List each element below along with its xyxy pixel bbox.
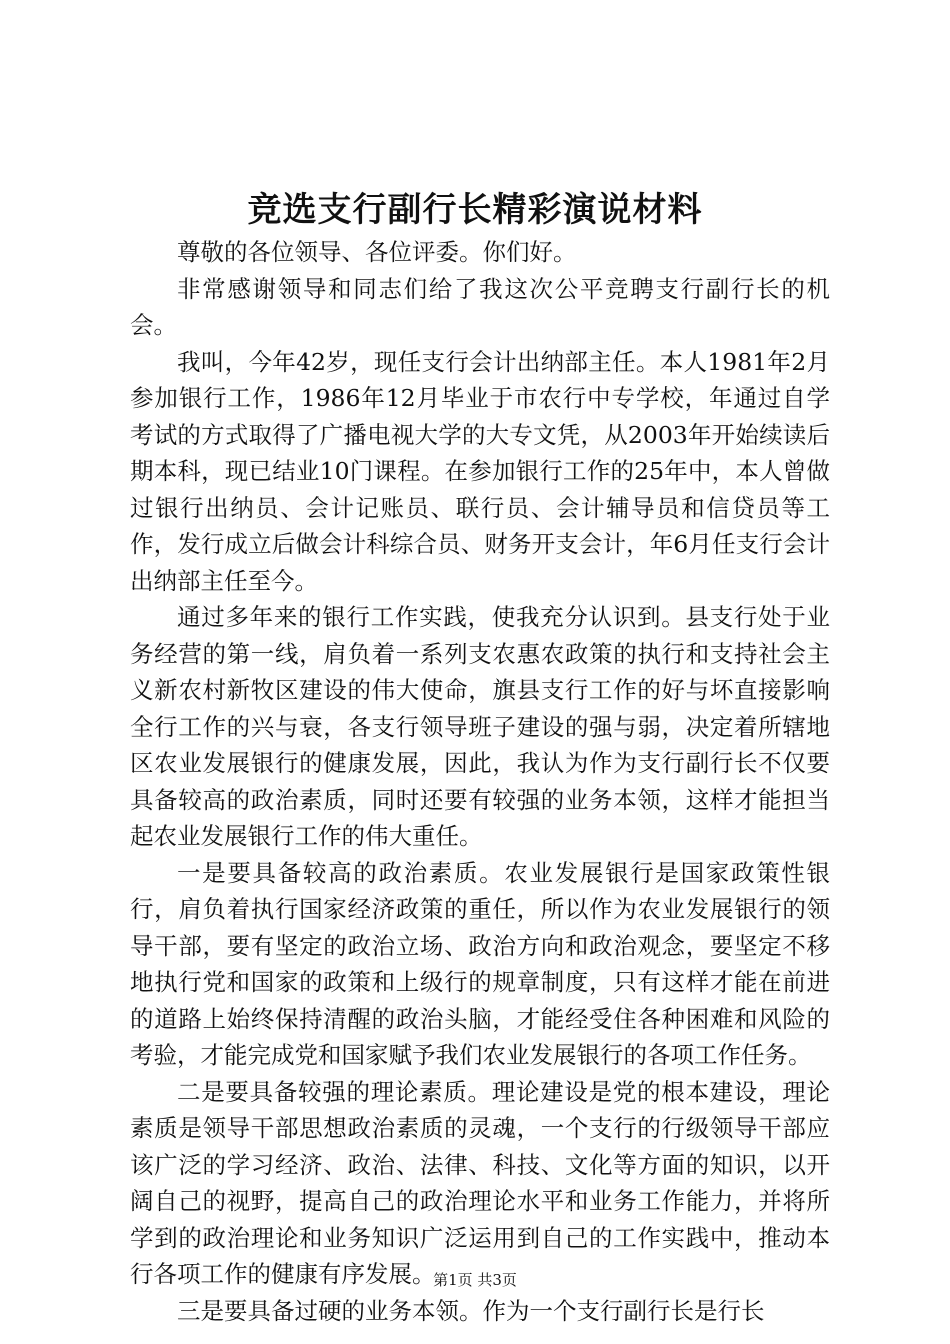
document-title: 竞选支行副行长精彩演说材料 bbox=[247, 190, 703, 230]
document-body bbox=[130, 234, 830, 1329]
paragraph-self-intro: 我叫，今年42岁，现任支行会计出纳部主任。本人1981年2月参加银行工作，1986年12月毕业于市农行中专学校，年通过自学考试的方式取得了广播电视大学的大专文凭，从2003年开始续读后期本科，现已结业10门课程。在参加银行工作的25年中，本人曾做过银行出纳员、会计记账员、联行员、会计辅导员和信贷员等工作，发行成立后做会计科综合员、财务开支会计，年6月任支行会计出纳部主任至今。 bbox=[130, 347, 830, 595]
paragraph-thanks: 非常感谢领导和同志们给了我这次公平竞聘支行副行长的机会。 bbox=[130, 274, 830, 339]
paragraph-greeting: 尊敬的各位领导、各位评委。你们好。 bbox=[177, 238, 577, 266]
paragraph-understanding: 通过多年来的银行工作实践，使我充分认识到。县支行处于业务经营的第一线，肩负着一系列支农惠农政策的执行和支持社会主义新农村新牧区建设的伟大使命，旗县支行工作的好与坏直接影响全行工作的兴与衰，各支行领导班子建设的强与弱，决定着所辖地区农业发展银行的健康发展，因此，我认为作为支行副行长不仅要具备较高的政治素质，同时还要有较强的业务本领，这样才能担当起农业发展银行工作的伟大重任。 bbox=[130, 603, 830, 850]
paragraph-theory-quality: 二是要具备较强的理论素质。理论建设是党的根本建设，理论素质是领导干部思想政治素质的灵魂，一个支行的行级领导干部应该广泛的学习经济、政治、法律、科技、文化等方面的知识，以开阔自己的视野，提高自己的政治理论水平和业务工作能力，并将所学到的政治理论和业务知识广泛运用到自己的工作实践中，推动本行各项工作的健康有序发展。 bbox=[130, 1077, 830, 1288]
paragraph-business-skill: 三是要具备过硬的业务本领。作为一个支行副行长是行长 bbox=[177, 1296, 765, 1325]
page-number-footer: 第1页 共3页 bbox=[433, 1271, 517, 1289]
paragraph-political-quality: 一是要具备较高的政治素质。农业发展银行是国家政策性银行，肩负着执行国家经济政策的重任，所以作为农业发展银行的领导干部，要有坚定的政治立场、政治方向和政治观念，要坚定不移地执行党和国家的政策和上级行的规章制度，只有这样才能在前进的道路上始终保持清醒的政治头脑，才能经受住各种困难和风险的考验，才能完成党和国家赋予我们农业发展银行的各项工作任务。 bbox=[130, 858, 830, 1069]
